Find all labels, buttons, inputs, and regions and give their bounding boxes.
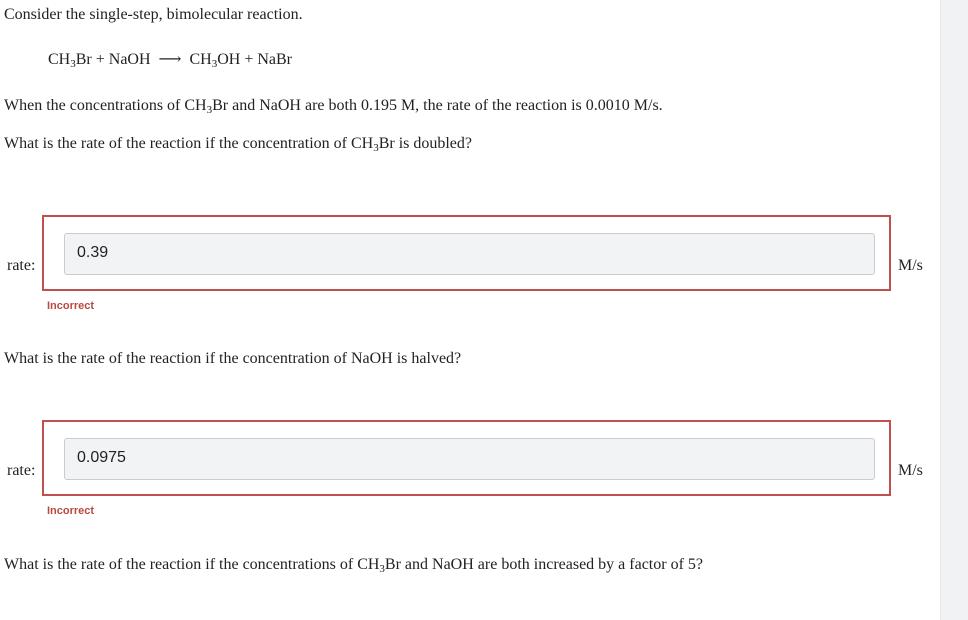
feedback-incorrect-1: Incorrect (47, 300, 95, 312)
unit-label-2: M/s (898, 462, 923, 479)
rate-input-1[interactable]: 0.39 (64, 233, 875, 275)
plus-sign: + (95, 51, 105, 68)
reaction-arrow: ⟶ (158, 51, 182, 68)
product-1: $CH_3OH$ (189, 51, 241, 70)
question-3-text: What is the rate of the reaction if the concentrations of $CH_3Br$ and NaOH are both increased by a factor of 5? (4, 556, 704, 575)
scrollbar-track[interactable] (940, 0, 968, 620)
reaction-equation (48, 50, 292, 70)
intro-text: Consider the single-step, bimolecular reaction. (4, 6, 303, 23)
product-2: NaBr (257, 51, 292, 68)
answer-box-2 (42, 420, 891, 496)
question-2-text: What is the rate of the reaction if the concentration of NaOH is halved? (4, 350, 462, 367)
reactant-2: NaOH (108, 51, 151, 68)
answer-box-1 (42, 215, 891, 291)
feedback-incorrect-2: Incorrect (47, 505, 95, 517)
unit-label-1: M/s (898, 257, 923, 274)
question-1-text: What is the rate of the reaction if the concentration of $CH_3Br$ is doubled? (4, 135, 473, 154)
rate-label-2: rate: (7, 462, 36, 479)
given-conditions: When the concentrations of $CH_3Br$ and NaOH are both 0.195 M, the rate of the reaction is 0.0010 M/s. (4, 97, 663, 116)
reactant-1: $CH_3Br$ (48, 51, 92, 70)
plus-sign: + (244, 51, 254, 68)
rate-label-1: rate: (7, 257, 36, 274)
rate-input-2[interactable]: 0.0975 (64, 438, 875, 480)
